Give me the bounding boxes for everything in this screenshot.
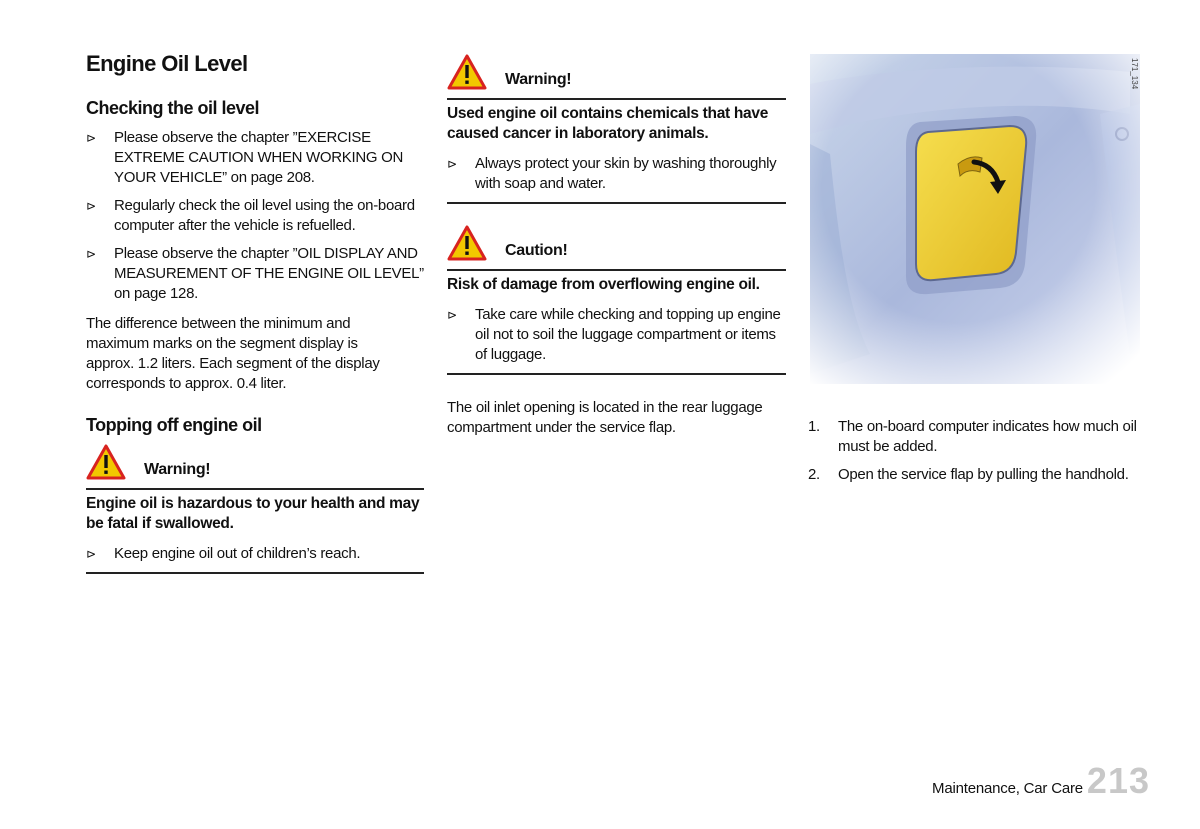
warning-statement: Used engine oil contains chemicals that have caused cancer in laboratory animals. (447, 105, 769, 142)
list-item: ⊳ Always protect your skin by washing thoroughly with soap and water. (447, 155, 777, 192)
oil-inlet-paragraph: The oil inlet opening is located in the rear luggage compartment under the service flap. (447, 399, 763, 436)
caution-statement: Risk of damage from overflowing engine oil. (447, 276, 760, 293)
caution-box (447, 225, 786, 375)
triangle-bullet-icon: ⊳ (86, 247, 96, 261)
warning-box-health (86, 444, 424, 574)
caution-label: Caution! (505, 242, 568, 259)
list-item: ⊳ Please observe the chapter ”EXERCISE EXTREME CAUTION WHEN WORKING ON YOUR VEHICLE” on page 208. (86, 129, 404, 186)
step-number: 1. (808, 418, 820, 435)
list-item: 2. Open the service flap by pulling the handhold. (808, 466, 1129, 483)
warning-triangle-icon (447, 225, 487, 261)
checking-list (86, 128, 424, 304)
warning-triangle-icon (447, 54, 487, 90)
triangle-bullet-icon: ⊳ (447, 308, 457, 322)
footer-section-title: Maintenance, Car Care (932, 780, 1083, 797)
list-item: ⊳ Keep engine oil out of children’s reach. (86, 545, 361, 562)
page-number: 213 (1086, 760, 1150, 801)
section-heading-checking: Checking the oil level (86, 98, 260, 118)
page-title: Engine Oil Level (86, 51, 248, 76)
step-number: 2. (808, 466, 820, 483)
divider (86, 572, 424, 574)
figure-code: 171_134 (1130, 58, 1139, 90)
triangle-bullet-icon: ⊳ (86, 547, 96, 561)
warning-box-cancer (447, 54, 786, 204)
divider (447, 202, 786, 204)
triangle-bullet-icon: ⊳ (86, 199, 96, 213)
list-item: ⊳ Please observe the chapter ”OIL DISPLAY AND MEASUREMENT OF THE ENGINE OIL LEVEL” on page 128. (86, 245, 424, 302)
triangle-bullet-icon: ⊳ (86, 131, 96, 145)
divider (447, 373, 786, 375)
warning-triangle-icon (86, 444, 126, 480)
list-item: ⊳ Regularly check the oil level using the on-board computer after the vehicle is refuelled. (86, 197, 415, 234)
section-heading-topping: Topping off engine oil (86, 415, 262, 435)
list-item: ⊳ Take care while checking and topping up engine oil not to soil the luggage compartment or items of luggage. (447, 306, 781, 363)
page-footer (932, 760, 1150, 800)
triangle-bullet-icon: ⊳ (447, 157, 457, 171)
warning-statement: Engine oil is hazardous to your health and may be fatal if swallowed. (86, 495, 420, 532)
warning-label: Warning! (144, 461, 211, 478)
warning-label: Warning! (505, 71, 572, 88)
list-item: 1. The on-board computer indicates how much oil must be added. (808, 418, 1137, 455)
service-flap-illustration (810, 54, 1140, 384)
steps-list (808, 417, 1148, 493)
luggage-compartment-image (810, 54, 1140, 384)
segment-paragraph: The difference between the minimum and maximum marks on the segment display is approx. 1.2 liters. Each segment of the display corresponds to approx. 0.4 liter. (86, 315, 380, 392)
